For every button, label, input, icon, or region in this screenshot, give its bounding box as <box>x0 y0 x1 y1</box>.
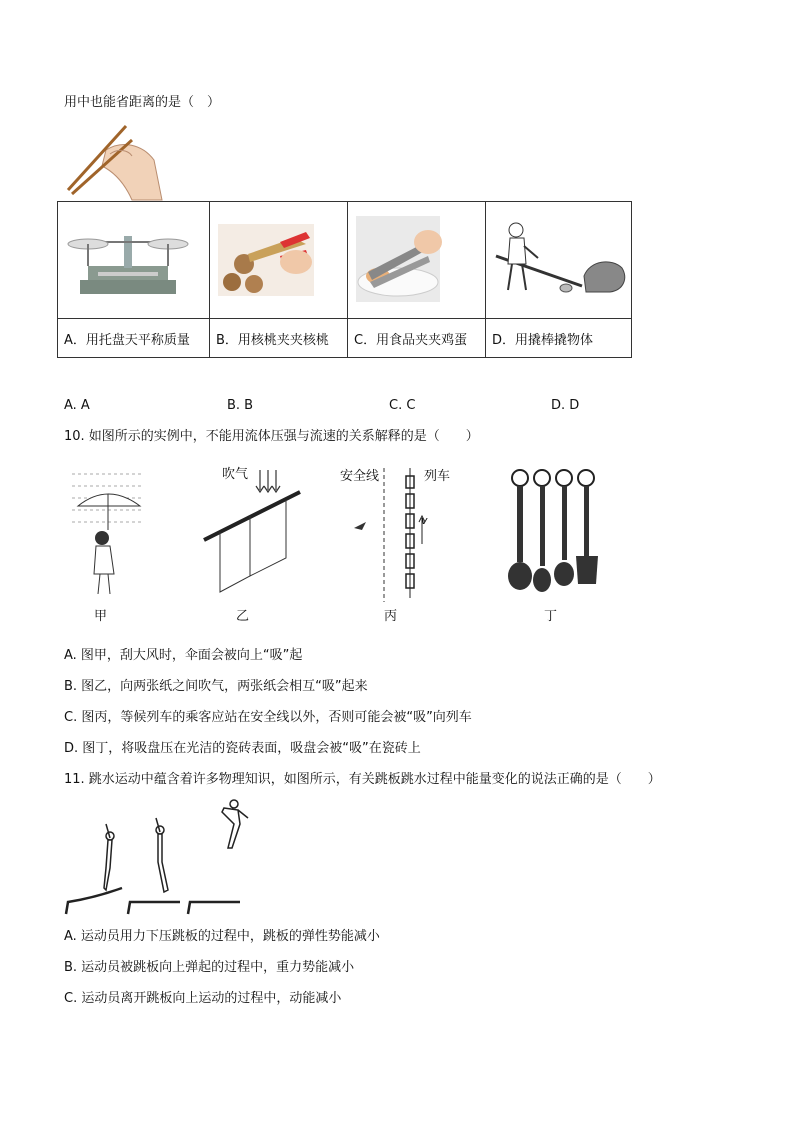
balance-scale-image <box>58 202 209 318</box>
answer-choice-a[interactable]: A. A <box>64 398 90 413</box>
option-c-label: C．用食品夹夹鸡蛋 <box>348 319 486 358</box>
q11-option-c[interactable]: C. 运动员离开跳板向上运动的过程中，动能减小 <box>64 991 342 1006</box>
train-label: 列车 <box>424 469 451 484</box>
option-b-cell-image <box>210 202 348 319</box>
q11-stem: 11. 跳水运动中蕴含着许多物理知识，如图所示，有关跳板跳水过程中能量变化的说法正确的是（ ） <box>64 772 661 787</box>
safety-line-label: 安全线 <box>340 469 380 484</box>
option-d-label: D．用撬棒撬物体 <box>486 319 632 358</box>
answer-choice-c[interactable]: C. C <box>389 398 416 413</box>
figure-label-bing: 丙 <box>384 609 398 624</box>
option-a-label: A．用托盘天平称质量 <box>58 319 210 358</box>
blow-label: 吹气 <box>222 467 249 482</box>
option-b-label: B．用核桃夹夹核桃 <box>210 319 348 358</box>
answer-choice-d[interactable]: D. D <box>551 398 580 413</box>
q10-option-d[interactable]: D. 图丁，将吸盘压在光洁的瓷砖表面，吸盘会被“吸”在瓷砖上 <box>64 741 421 756</box>
q10-figures <box>64 460 604 630</box>
diving-sequence-figure <box>64 798 254 918</box>
umbrella-girl-figure <box>64 464 154 600</box>
q11-option-a[interactable]: A. 运动员用力下压跳板的过程中，跳板的弹性势能减小 <box>64 929 380 944</box>
q9-options-table <box>57 201 632 358</box>
train-platform-figure <box>344 468 434 604</box>
option-d-cell-image <box>486 202 632 319</box>
answer-choice-b[interactable]: B. B <box>227 398 254 413</box>
figure-label-ding: 丁 <box>544 609 558 624</box>
q9-stem-tail: 用中也能省距离的是（ ） <box>64 95 221 110</box>
chopsticks-hand-image <box>62 120 166 202</box>
q10-option-c[interactable]: C. 图丙，等候列车的乘客应站在安全线以外，否则可能会被“吸”向列车 <box>64 710 472 725</box>
option-a-cell-image <box>58 202 210 319</box>
two-papers-figure <box>200 468 310 602</box>
nutcracker-image <box>210 202 347 318</box>
q10-stem: 10. 如图所示的实例中，不能用流体压强与流速的关系解释的是（ ） <box>64 429 479 444</box>
figure-label-jia: 甲 <box>94 609 108 624</box>
option-c-cell-image <box>348 202 486 319</box>
velocity-label: v <box>421 514 428 527</box>
q11-option-b[interactable]: B. 运动员被跳板向上弹起的过程中，重力势能减小 <box>64 960 355 975</box>
q10-option-a[interactable]: A. 图甲，刮大风时，伞面会被向上“吸”起 <box>64 648 303 663</box>
suction-cup-utensils-figure <box>504 464 604 600</box>
figure-label-yi: 乙 <box>236 609 250 624</box>
food-tongs-image <box>348 202 485 318</box>
crowbar-rock-image <box>486 202 631 318</box>
q10-option-b[interactable]: B. 图乙，向两张纸之间吹气，两张纸会相互“吸”起来 <box>64 679 368 694</box>
